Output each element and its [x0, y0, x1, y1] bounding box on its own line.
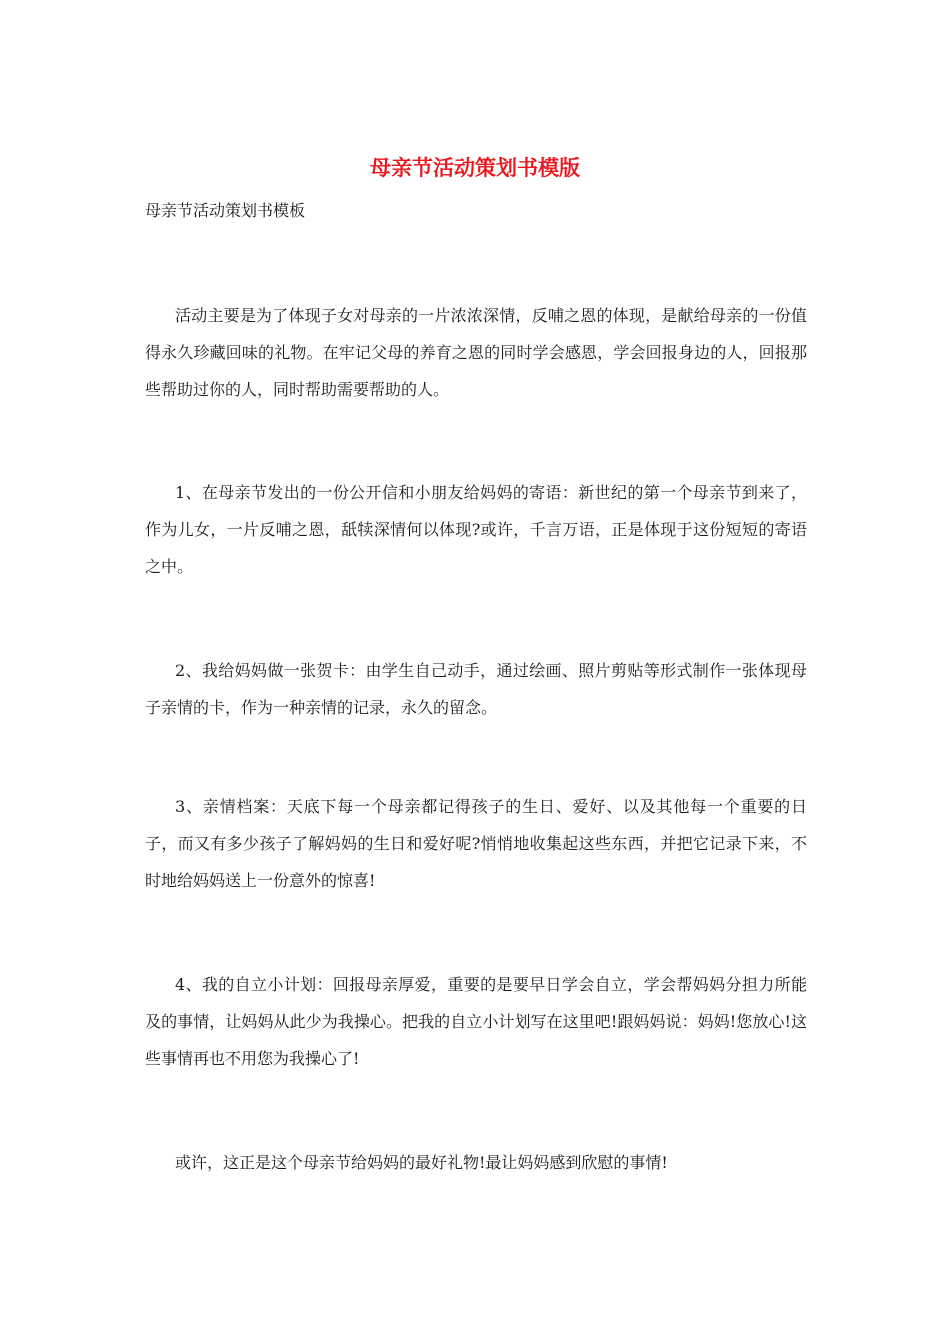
document-subtitle: 母亲节活动策划书模板: [145, 201, 306, 220]
paragraph-intro: 活动主要是为了体现子女对母亲的一片浓浓深情，反哺之恩的体现，是献给母亲的一份值得永久珍藏回味的礼物。在牢记父母的养育之恩的同时学会感恩，学会回报身边的人，回报那些帮助过你的人，同时帮助需要帮助的人。: [145, 306, 807, 399]
document-title: 母亲节活动策划书模版: [370, 155, 580, 180]
paragraph-item-1: 1、在母亲节发出的一份公开信和小朋友给妈妈的寄语：新世纪的第一个母亲节到来了，作为儿女，一片反哺之恩，舐犊深情何以体现?或许，千言万语，正是体现于这份短短的寄语之中。: [145, 483, 807, 576]
paragraph-item-4: 4、我的自立小计划：回报母亲厚爱，重要的是要早日学会自立，学会帮妈妈分担力所能及的事情，让妈妈从此少为我操心。把我的自立小计划写在这里吧!跟妈妈说：妈妈!您放心!这些事情再也不用您为我操心了!: [145, 975, 807, 1068]
paragraph-item-2: 2、我给妈妈做一张贺卡：由学生自己动手，通过绘画、照片剪贴等形式制作一张体现母子亲情的卡，作为一种亲情的记录，永久的留念。: [145, 661, 807, 717]
paragraph-closing: 或许，这正是这个母亲节给妈妈的最好礼物!最让妈妈感到欣慰的事情!: [175, 1153, 668, 1172]
paragraph-item-3: 3、亲情档案：天底下每一个母亲都记得孩子的生日、爱好、以及其他每一个重要的日子，而又有多少孩子了解妈妈的生日和爱好呢?悄悄地收集起这些东西，并把它记录下来，不时地给妈妈送上一份意外的惊喜!: [145, 797, 807, 890]
